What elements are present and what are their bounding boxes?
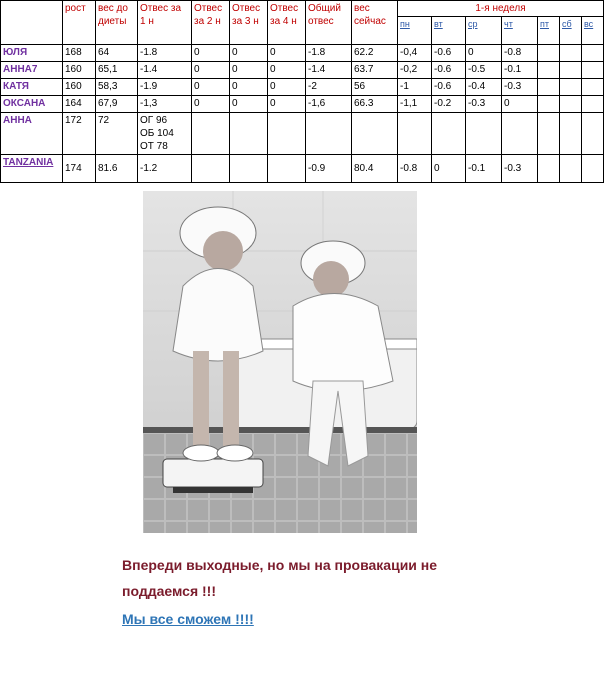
photo-two-girls-on-scale xyxy=(143,191,417,533)
day-cell xyxy=(538,79,560,96)
name-cell: ОКСАНА xyxy=(1,96,63,113)
day-cell xyxy=(582,62,604,79)
header-day-wed: ср xyxy=(466,17,502,45)
header-otves-3: Отвес за 3 н xyxy=(230,1,268,45)
ves-do-cell: 67,9 xyxy=(96,96,138,113)
rost-cell: 160 xyxy=(63,62,96,79)
day-cell: 0 xyxy=(502,96,538,113)
otves-3-cell: 0 xyxy=(230,79,268,96)
header-day-sun: вс xyxy=(582,17,604,45)
caption-weekend: Впереди выходные, но мы на провакации не поддаемся !!! xyxy=(122,557,438,599)
day-cell xyxy=(560,155,582,183)
name-cell: КАТЯ xyxy=(1,79,63,96)
day-cell: -0.8 xyxy=(502,45,538,62)
day-cell xyxy=(560,79,582,96)
day-cell xyxy=(538,45,560,62)
ves-seychas-cell: 56 xyxy=(352,79,398,96)
ves-seychas-cell xyxy=(352,113,398,155)
day-cell xyxy=(560,45,582,62)
day-cell xyxy=(432,113,466,155)
day-cell: -1,1 xyxy=(398,96,432,113)
rost-cell: 164 xyxy=(63,96,96,113)
day-cell xyxy=(538,96,560,113)
day-cell: -0,4 xyxy=(398,45,432,62)
day-cell xyxy=(538,113,560,155)
otves-1-cell: -1.4 xyxy=(138,62,192,79)
day-cell xyxy=(582,79,604,96)
day-cell xyxy=(398,113,432,155)
header-rost: рост xyxy=(63,1,96,45)
ves-seychas-cell: 63.7 xyxy=(352,62,398,79)
day-cell: -0.2 xyxy=(432,96,466,113)
day-cell: -0.4 xyxy=(466,79,502,96)
day-cell: -0.3 xyxy=(466,96,502,113)
header-otves-1: Отвес за 1 н xyxy=(138,1,192,45)
day-cell xyxy=(466,113,502,155)
ves-do-cell: 65,1 xyxy=(96,62,138,79)
otves-3-cell: 0 xyxy=(230,62,268,79)
table-row xyxy=(1,62,604,79)
ves-do-cell: 64 xyxy=(96,45,138,62)
otves-1-cell: -1.2 xyxy=(138,155,192,183)
day-cell xyxy=(538,155,560,183)
ves-do-cell: 58,3 xyxy=(96,79,138,96)
obshiy-cell: -2 xyxy=(306,79,352,96)
day-cell xyxy=(560,96,582,113)
ves-do-cell: 81.6 xyxy=(96,155,138,183)
day-cell: -0.6 xyxy=(432,45,466,62)
rost-cell: 168 xyxy=(63,45,96,62)
rost-cell: 172 xyxy=(63,113,96,155)
table-row xyxy=(1,45,604,62)
weight-table xyxy=(0,0,604,183)
day-cell xyxy=(560,62,582,79)
otves-4-cell xyxy=(268,155,306,183)
day-cell: -0.3 xyxy=(502,79,538,96)
day-cell: -0,2 xyxy=(398,62,432,79)
day-cell: 0 xyxy=(466,45,502,62)
day-cell: -0.1 xyxy=(466,155,502,183)
day-cell: -1 xyxy=(398,79,432,96)
day-cell: -0.1 xyxy=(502,62,538,79)
otves-2-cell xyxy=(192,155,230,183)
corner-cell xyxy=(1,1,63,45)
obshiy-cell: -0.9 xyxy=(306,155,352,183)
header-day-fri: пт xyxy=(538,17,560,45)
obshiy-cell: -1.8 xyxy=(306,45,352,62)
day-cell: -0.3 xyxy=(502,155,538,183)
header-ves-seychas: вес сейчас xyxy=(352,1,398,45)
otves-4-cell xyxy=(268,113,306,155)
header-day-mon: пн xyxy=(398,17,432,45)
otves-3-cell: 0 xyxy=(230,96,268,113)
rost-cell: 160 xyxy=(63,79,96,96)
otves-4-cell: 0 xyxy=(268,62,306,79)
header-ves-do: вес до диеты xyxy=(96,1,138,45)
otves-2-cell xyxy=(192,113,230,155)
otves-1-cell: ОГ 96 ОБ 104 ОТ 78 xyxy=(138,113,192,155)
photo-illustration xyxy=(143,191,417,533)
otves-1-cell: -1.9 xyxy=(138,79,192,96)
obshiy-cell: -1,6 xyxy=(306,96,352,113)
ves-do-cell: 72 xyxy=(96,113,138,155)
otves-2-cell: 0 xyxy=(192,96,230,113)
day-cell xyxy=(582,155,604,183)
day-cell: -0.8 xyxy=(398,155,432,183)
otves-2-cell: 0 xyxy=(192,79,230,96)
ves-seychas-cell: 66.3 xyxy=(352,96,398,113)
day-cell xyxy=(560,113,582,155)
name-cell: TANZANIA xyxy=(1,155,63,183)
day-cell: -0.6 xyxy=(432,79,466,96)
obshiy-cell: -1.4 xyxy=(306,62,352,79)
header-obshiy: Общий отвес xyxy=(306,1,352,45)
header-day-tue: вт xyxy=(432,17,466,45)
day-cell xyxy=(502,113,538,155)
header-otves-4: Отвес за 4 н xyxy=(268,1,306,45)
header-week-1: 1-я неделя xyxy=(398,1,604,17)
day-cell xyxy=(582,113,604,155)
obshiy-cell xyxy=(306,113,352,155)
table-row xyxy=(1,155,604,183)
otves-3-cell: 0 xyxy=(230,45,268,62)
day-cell: 0 xyxy=(432,155,466,183)
day-cell xyxy=(582,45,604,62)
header-day-thu: чт xyxy=(502,17,538,45)
name-cell: АННА7 xyxy=(1,62,63,79)
rost-cell: 174 xyxy=(63,155,96,183)
otves-4-cell: 0 xyxy=(268,96,306,113)
name-cell: АННА xyxy=(1,113,63,155)
header-day-sat: сб xyxy=(560,17,582,45)
name-cell: ЮЛЯ xyxy=(1,45,63,62)
day-cell xyxy=(538,62,560,79)
day-cell: -0.5 xyxy=(466,62,502,79)
table-row xyxy=(1,96,604,113)
otves-4-cell: 0 xyxy=(268,79,306,96)
otves-3-cell xyxy=(230,155,268,183)
otves-1-cell: -1.8 xyxy=(138,45,192,62)
caption-we-can[interactable]: Мы все сможем !!!! xyxy=(122,611,254,627)
otves-1-cell: -1,3 xyxy=(138,96,192,113)
table-row xyxy=(1,113,604,155)
otves-4-cell: 0 xyxy=(268,45,306,62)
otves-2-cell: 0 xyxy=(192,62,230,79)
table-row xyxy=(1,79,604,96)
ves-seychas-cell: 80.4 xyxy=(352,155,398,183)
day-cell xyxy=(582,96,604,113)
header-otves-2: Отвес за 2 н xyxy=(192,1,230,45)
otves-3-cell xyxy=(230,113,268,155)
ves-seychas-cell: 62.2 xyxy=(352,45,398,62)
day-cell: -0.6 xyxy=(432,62,466,79)
otves-2-cell: 0 xyxy=(192,45,230,62)
